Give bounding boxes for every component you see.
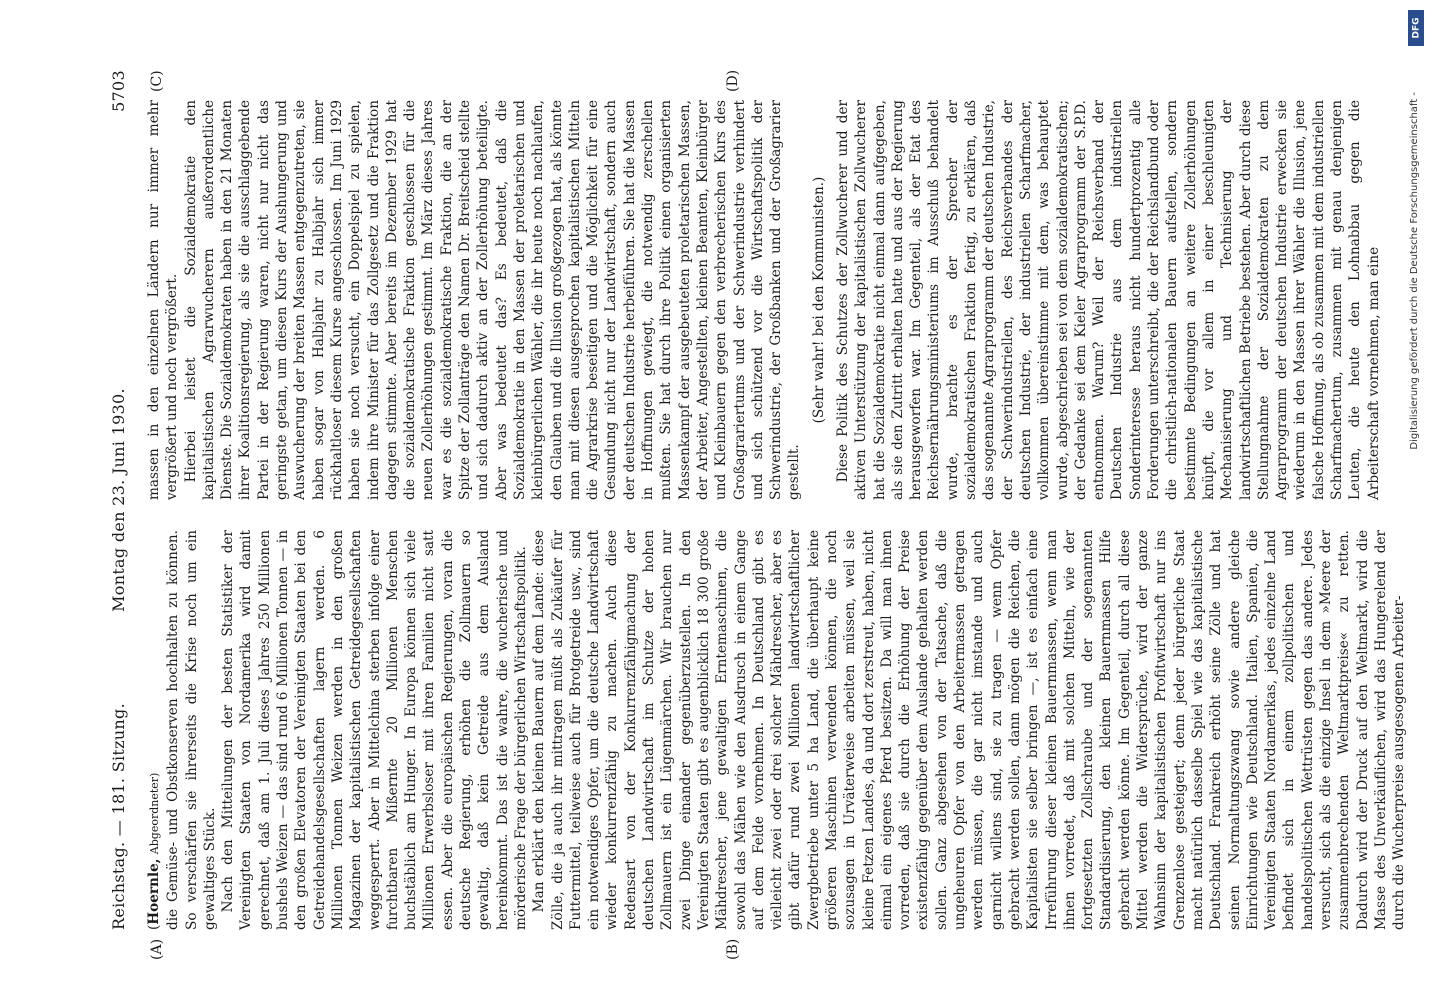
page-header	[105, 70, 145, 930]
margin-mark-d: (D)	[725, 69, 741, 92]
header-left: Reichstag. — 181. Sitzung.	[109, 703, 128, 930]
paragraph: Hierbei leistet die Sozialdemokratie den kapitalistischen Agrarwucherern außerordentliche Dienste. Die Sozialdemokraten haben in den 21 Monaten ihrer Koalitionsregierung, als sie die ausschlaggebende Partei in der Regierung waren, nicht nur nicht das geringste getan, um diesen Kurs der Aushungerung und Auswucherung der breiten Massen entgegenzutreten, sie haben sogar von Halbjahr zu Halbjahr sich immer rückhaltloser diesem Kurse angeschlossen. Im Juni 1929 haben sie noch versucht, ein Doppelspiel zu spielen, indem ihre Minister für das Zollgesetz und die Fraktion dagegen stimmte. Aber bereits im Dezember 1929 hat die sozialdemokratische Fraktion geschlossen für die neuen Zollerhöhungen gestimmt. Im März dieses Jahres war es die sozialdemokratische Fraktion, die an der Spitze der Zollanträge den Namen Dr. Breitscheid stellte und sich dadurch aktiv an der Zollerhöhung beteiligte. Aber was bedeutet das? Es bedeutet, daß die Sozialdemokratie in den Massen der proletarischen und kleinbürgerlichen Wähler, die ihr heute noch nachlaufen, den Glauben und die Illusion großgezogen hat, als könnte man mit diesen ausgesprochen kapitalistischen Mitteln die Agrarkrise beseitigen und die Möglichkeit für eine Gesundung nicht nur der Landwirtschaft, sondern auch der deutschen Industrie herbeiführen. Sie hat die Massen in Hoffnungen gewiegt, die notwendig zerschellen mußten. Sie hat durch ihre Politik einen organisierten Massenkampf der ausgebeuteten proletarischen Massen, der Arbeiter, Angestellten, kleinen Beamten, Kleinbürger und Kleinbauern gegen den verbrecherischen Kurs des Großagrariertums und der Schwerindustrie verhindert und sich schützend vor die Wirtschaftspolitik der Schwerindustrie, der Großbanken und der Großagrarier gestellt.	[182, 100, 803, 500]
paragraph: die Gemüse- und Obstkonserven hochhalten zu können. So verschärfen sie ihrerseits die Krise noch um ein gewaltiges Stück.	[165, 530, 218, 930]
paragraph: Man erklärt den kleinen Bauern auf dem Lande: diese Zölle, die ja auch ihr mittragen müßt als Zukäufer für Futtermittel, teilweise auch für Brotgetreide usw., sind ein notwendiges Opfer, um die deutsche Landwirtschaft wieder konkurrenzfähig zu machen. Auch diese Redensart von der Konkurrenzfähigmachung der deutschen Landwirtschaft im Schutze der hohen Zollmauern ist ein Lügenmärchen. Wir brauchen nur zwei Dinge einander gegenüberzustellen. In den Vereinigten Staaten gibt es augenblicklich 18 300 große Mähdrescher, jene gewaltigen Erntemaschinen, die sowohl das Mähen wie den Ausdrusch in einem Gange auf dem Felde vornehmen. In Deutschland gibt es vielleicht zwei oder drei solcher Mähdrescher, aber es gibt dafür rund zwei Millionen landwirtschaftlicher Zwergbetriebe unter 5 ha Land, die überhaupt keine größeren Maschinen verwenden können, die noch sozusagen in Urväterweise arbeiten müssen, weil sie kleine Fetzen Landes, da und dort zerstreut, haben, nicht einmal ein eigenes Pferd besitzen. Da will man ihnen vorreden, daß sie durch die Erhöhung der Preise existenzfähig gegenüber dem Auslande gehalten werden sollen. Ganz abgesehen von der Tatsache, daß die ungeheuren Opfer von den Arbeitermassen getragen werden müssen, die gar nicht imstande und auch garnicht willens sind, sie zu tragen — wenn Opfer gebracht werden sollen, dann mögen die Reichen, die Kapitalisten sie selber bringen —, ist es einfach eine Irreführung dieser kleinen Bauernmassen, wenn man ihnen vorredet, daß mit solchen Mitteln, wie der fortgesetzten Zollschraube und der sogenannten Standardisierung, den kleinen Bauernmassen Hilfe gebracht werden könne. Im Gegenteil, durch all diese Mittel werden die Widersprüche, wird der ganze Wahnsinn der kapitalistischen Profitwirtschaft nur ins Grenzenlose gesteigert; denn jeder bürgerliche Staat macht natürlich dasselbe Spiel wie das kapitalistische Deutschland. Frankreich erhöht seine Zölle und hat seinen Normaltungszwang sowie andere gleiche Einrichtungen wie Deutschland. Italien, Spanien, die Vereinigten Staaten Nordamerikas, jedes einzelne Land befindet sich in einem zollpolitischen und handelspolitischen Wettrüsten gegen das andere. Jedes versucht, sich als die einzige Insel in dem »Meere der zusammenbrechenden Weltmarktpreise« zu retten. Dadurch wird der Druck auf den Weltmarkt, wird die Masse des Unverkäuflichen, wird das Hungerelend der durch die Wucherpreise ausgesogenen Arbeiter-	[531, 530, 1408, 930]
dfg-logo: DFG	[1408, 10, 1424, 46]
dfg-sidebar	[1392, 8, 1426, 988]
interjection: (Sehr wahr! bei den Kommunisten.)	[810, 176, 827, 424]
page-number: 5703	[109, 70, 128, 112]
header-date: Montag den 23. Juni 1930.	[109, 388, 128, 612]
right-column	[145, 100, 1382, 500]
paragraph: massen in den einzelnen Ländern nur immer mehr vergrößert und noch vergrößert.	[146, 100, 181, 500]
speaker-note: Abgeordneter)	[148, 772, 161, 855]
dfg-funding-note: Digitalisierung gefördert durch die Deutsche Forschungsgemeinschaft -	[1409, 92, 1420, 450]
margin-mark-a: (A)	[149, 938, 165, 960]
paragraph: Nach den Mitteilungen der besten Statistiker der Vereinigten Staaten von Nordamerika wird damit gerechnet, daß am 1. Juli dieses Jahres 250 Millionen bushels Weizen — das sind rund 6 Millionen Tonnen — in den großen Elevatoren der Vereinigten Staaten bei den Getreidehandelsgesellschaften lagern werden. 6 Millionen Tonnen Weizen werden in den großen Magazinen der kapitalistischen Getreidegesellschaften weggesperrt. Aber in Mittelchina sterben infolge einer furchtbaren Mißernte 20 Millionen Menschen buchstäblich am Hunger. In Europa können sich viele Millionen Erwerbsloser mit ihren Familien nicht satt essen. Aber die europäischen Regierungen, voran die deutsche Regierung, erhöhen die Zollmauern so gewaltig, daß kein Getreide aus dem Ausland hereinkommt. Das ist die wahre, die wucherische und mörderische Frage der bürgerlichen Wirtschaftspolitik.	[220, 530, 529, 930]
paragraph: Diese Politik des Schutzes der Zollwucherer und der aktiven Unterstützung der kapitalistischen Zollwucherer hat die Sozialdemokratie nicht einmal dann aufgegeben, als sie den Zutritt erhalten hatte und aus der Regierung herausgeworfen war. Im Gegenteil, als der Etat des Reichsernährungsministeriums im Ausschuß behandelt wurde, brachte es der Sprecher der sozialdemokratischen Fraktion fertig, zu erklären, daß das sogenannte Agrarprogramm der deutschen Industrie, der Schwerindustriellen, des Reichsverbandes der deutschen Industrie, der industriellen Scharfmacher, vollkommen übereinstimme mit dem, was behauptet wurde, abgeschrieben sei von dem sozialdemokratischen; der Gedanke sei dem Kieler Agrarprogramm der S.P.D. entnommen. Warum? Weil der Reichsverband der Deutschen Industrie aus dem industriellen Sonderinteresse heraus nicht hundertprozentig alle Forderungen unterschreibt, die der Reichslandbund oder die christlich-nationalen Bauern aufstellen, sondern bestimmte Bedingungen an weitere Zollerhöhungen knüpft, die vor allem in einer beschleunigten Mechanisierung und Technisierung der landwirtschaftlichen Betriebe bestehen. Aber durch diese Stellungnahme der Sozialdemokraten zu dem Agrarprogramm der deutschen Industrie erwecken sie wiederum in den Massen ihrer Wähler die Illusion, jene falsche Hoffnung, als ob zusammen mit dem industriellen Scharfmachertum, zusammen mit genau denjenigen Leuten, die heute den Lohnabbau gegen die Arbeiterschaft vornehmen, man eine	[834, 100, 1382, 500]
margin-mark-c: (C)	[149, 70, 165, 92]
margin-mark-b: (B)	[725, 938, 741, 960]
speaker-line: (Hoernle, Abgeordneter)	[146, 772, 162, 930]
document-page	[105, 69, 1408, 960]
left-column	[145, 530, 1408, 930]
speaker-name: Hoernle,	[146, 858, 162, 925]
